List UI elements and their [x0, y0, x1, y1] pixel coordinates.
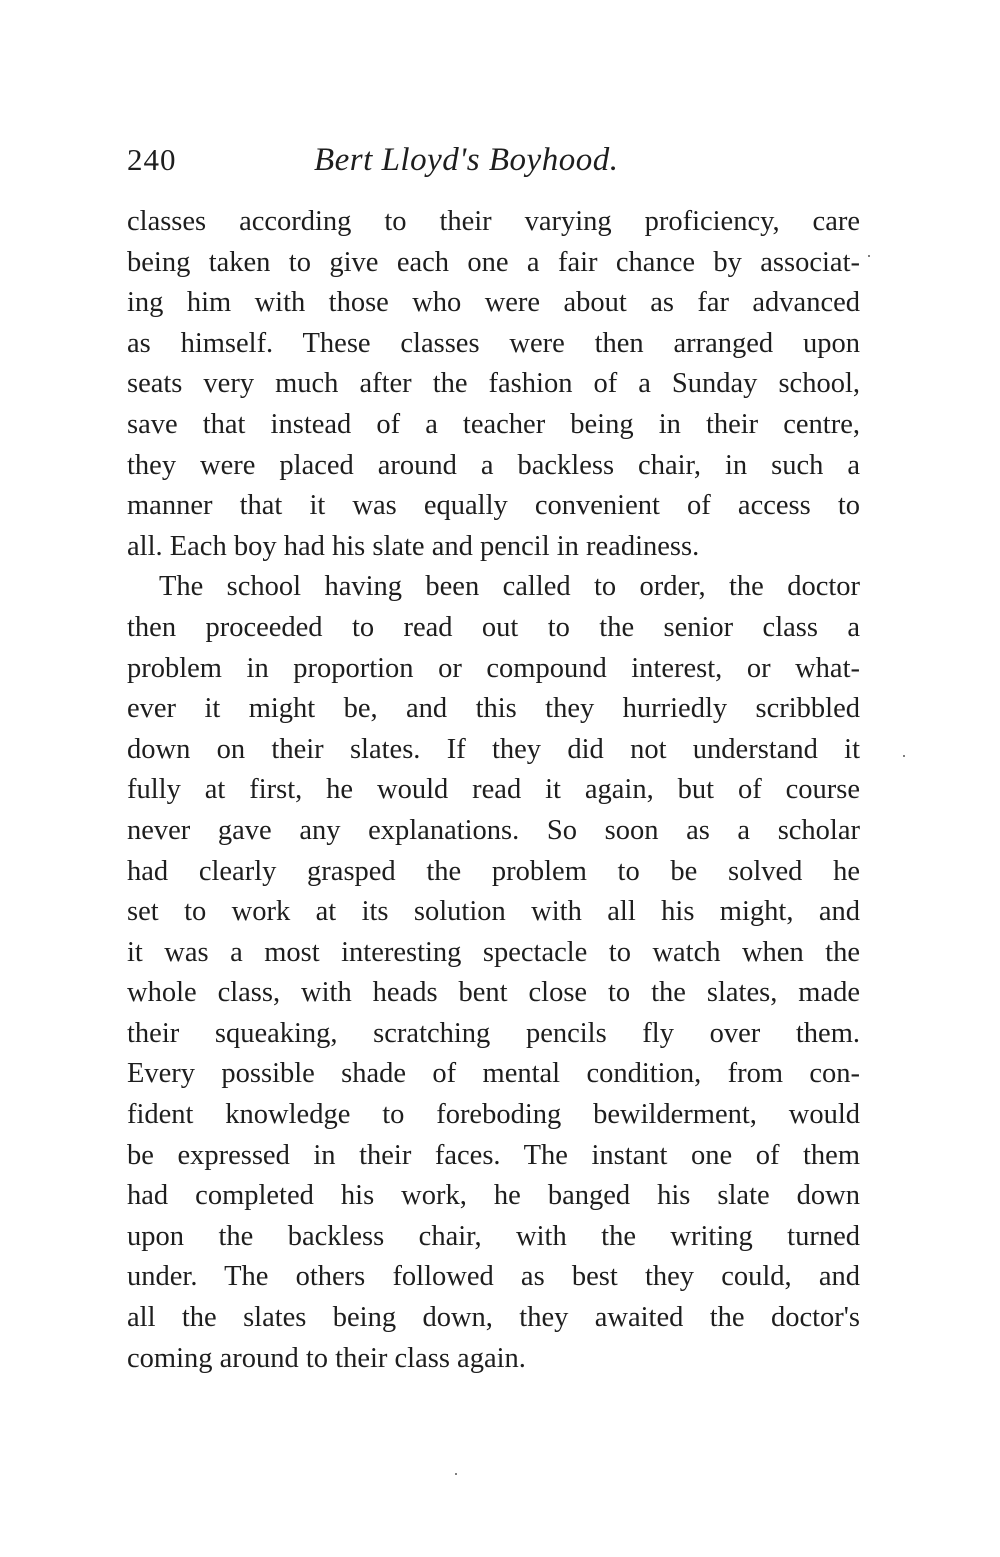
text-line: problem in proportion or compound interest, or what-	[127, 652, 860, 684]
text-line: as himself. These classes were then arranged upon	[127, 327, 860, 359]
print-speck	[868, 255, 870, 257]
text-line: had clearly grasped the problem to be solved he	[127, 855, 860, 887]
text-line: ing him with those who were about as far advanced	[127, 287, 860, 319]
text-line: being taken to give each one a fair chance by associat-	[127, 246, 860, 278]
text-line: save that instead of a teacher being in their centre,	[127, 408, 860, 440]
text-line: fully at first, he would read it again, but of course	[127, 774, 860, 806]
text-line: their squeaking, scratching pencils fly over them.	[127, 1017, 860, 1049]
text-line: all. Each boy had his slate and pencil in readiness.	[127, 530, 700, 562]
text-line: it was a most interesting spectacle to watch when the	[127, 936, 860, 968]
text-line: ever it might be, and this they hurriedly scribbled	[127, 693, 860, 725]
text-line: The school having been called to order, the doctor	[159, 571, 860, 603]
print-speck	[903, 755, 905, 757]
print-speck	[455, 1473, 457, 1475]
text-line: down on their slates. If they did not understand it	[127, 733, 860, 765]
running-title: Bert Lloyd's Boyhood.	[314, 142, 619, 178]
text-line: coming around to their class again.	[127, 1342, 526, 1374]
text-line: upon the backless chair, with the writing turned	[127, 1220, 860, 1252]
paragraph-1	[127, 202, 860, 567]
text-line: had completed his work, he banged his slate down	[127, 1180, 860, 1212]
text-line: fident knowledge to foreboding bewilderment, would	[127, 1099, 860, 1131]
text-line: all the slates being down, they awaited the doctor's	[127, 1302, 860, 1334]
paragraph-2	[127, 567, 860, 1379]
text-line: manner that it was equally convenient of access to	[127, 490, 860, 522]
page-number: 240	[127, 142, 177, 177]
text-line: set to work at its solution with all his might, and	[127, 896, 860, 928]
text-line: whole class, with heads bent close to the slates, made	[127, 977, 860, 1009]
text-line: under. The others followed as best they could, and	[127, 1261, 860, 1293]
text-line: Every possible shade of mental condition, from con-	[127, 1058, 860, 1090]
running-head	[127, 138, 860, 182]
text-line: classes according to their varying proficiency, care	[127, 206, 860, 237]
text-line: seats very much after the fashion of a Sunday school,	[127, 368, 860, 400]
text-line: they were placed around a backless chair, in such a	[127, 449, 860, 481]
text-line: never gave any explanations. So soon as a scholar	[127, 814, 860, 846]
text-line: then proceeded to read out to the senior class a	[127, 611, 860, 643]
body-text	[127, 202, 860, 1379]
text-line: be expressed in their faces. The instant one of them	[127, 1139, 860, 1171]
